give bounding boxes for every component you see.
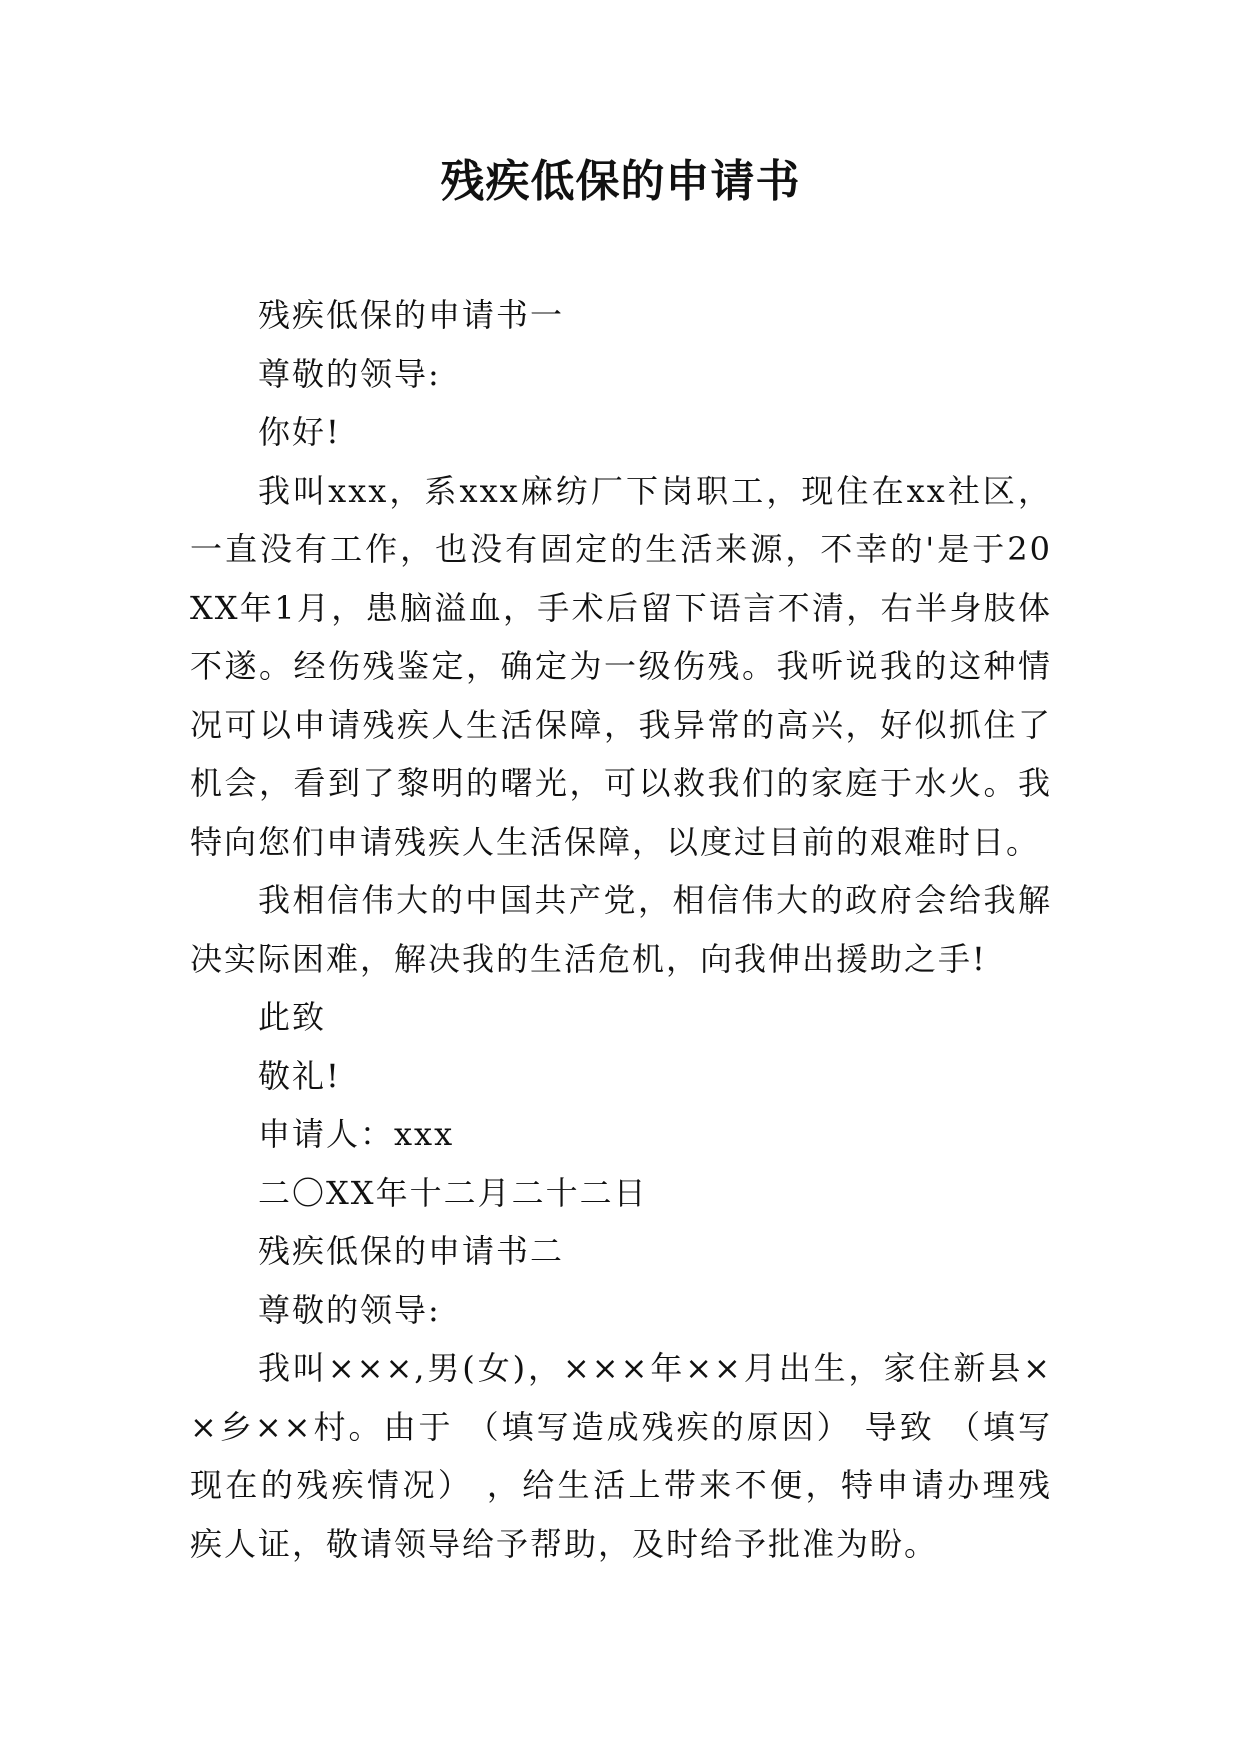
paragraph-date: 二〇XX年十二月二十二日 — [258, 1173, 648, 1212]
document-body — [190, 286, 1052, 1573]
paragraph-regards: 敬礼! — [258, 1056, 341, 1095]
paragraph-letter-two-heading: 残疾低保的申请书二 — [258, 1232, 565, 1270]
paragraph-greeting: 你好! — [258, 413, 341, 451]
paragraph-salutation-two: 尊敬的领导: — [258, 1290, 441, 1329]
paragraph-applicant: 申请人：xxx — [258, 1115, 455, 1153]
paragraph-regards-opening: 此致 — [258, 998, 327, 1036]
paragraph-salutation: 尊敬的领导: — [258, 354, 441, 393]
document-title: 残疾低保的申请书 — [440, 156, 801, 207]
paragraph-letter-one-heading: 残疾低保的申请书一 — [258, 296, 565, 334]
paragraph-letter-one-body: 我叫xxx，系xxx麻纺厂下岗职工，现住在xx社区，一直没有工作，也没有固定的生活来源，不幸的'是于20XX年1月，患脑溢血，手术后留下语言不清，右半身肢体不遂。经伤残鉴定，确定为一级伤残。我听说我的这种情况可以申请残疾人生活保障，我异常的高兴，好似抓住了机会，看到了黎明的曙光，可以救我们的家庭于水火。我特向您们申请残疾人生活保障，以度过目前的艰难时日。 — [190, 471, 1052, 861]
paragraph-letter-one-closing-body: 我相信伟大的中国共产党，相信伟大的政府会给我解决实际困难，解决我的生活危机，向我伸出援助之手! — [190, 881, 1052, 978]
paragraph-letter-two-body: 我叫×××,男(女)，×××年××月出生，家住新县××乡××村。由于 （填写造成残疾的原因） 导致 （填写现在的残疾情况） ，给生活上带来不便，特申请办理残疾人证，敬请领导给予帮助，及时给予批准为盼。 — [190, 1349, 1052, 1563]
